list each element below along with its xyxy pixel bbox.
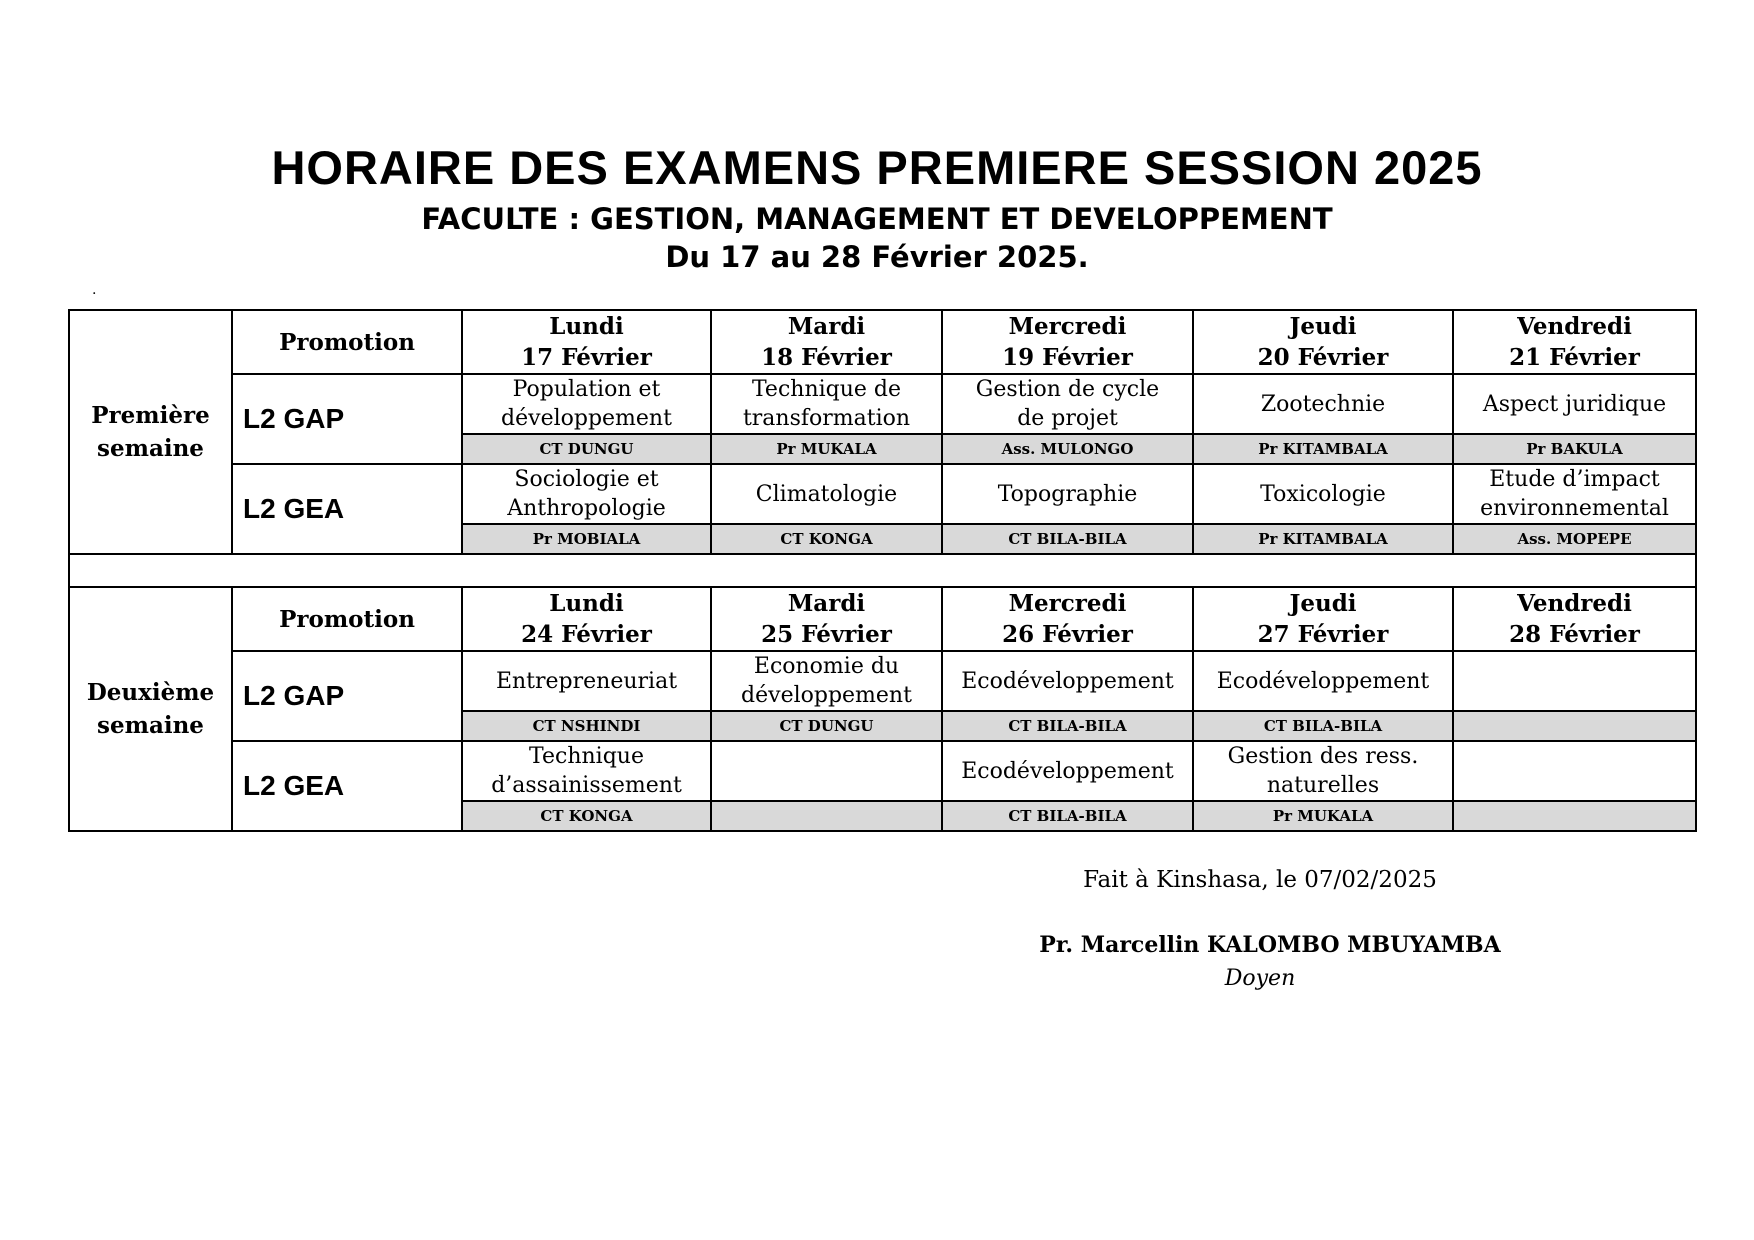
exam-subject-cell: [462, 374, 711, 434]
day-header: [711, 587, 942, 651]
exam-professor-cell: CT KONGA: [462, 801, 711, 831]
day-header: [462, 310, 711, 374]
day-name: Lundi: [549, 313, 624, 340]
week-header-row: [69, 587, 1696, 651]
exam-subject-line: développement: [501, 406, 672, 431]
promotion-level: L2 GAP: [232, 651, 462, 741]
promotion-level: L2 GEA: [232, 464, 462, 554]
week-label-line: Première: [91, 402, 210, 429]
exam-subject-cell: [1453, 741, 1696, 801]
exam-professor-cell: CT BILA-BILA: [942, 524, 1193, 554]
exam-professor-cell: Pr MUKALA: [1193, 801, 1453, 831]
day-header: [1453, 587, 1696, 651]
exam-subject-line: Economie du: [753, 654, 900, 679]
exam-subject-cell: [1453, 651, 1696, 711]
exam-professor-cell: Ass. MOPEPE: [1453, 524, 1696, 554]
exam-subject-line: Toxicologie: [1260, 481, 1386, 507]
faculty-subtitle: FACULTE : GESTION, MANAGEMENT ET DEVELOPPEMENT: [421, 202, 1333, 236]
exam-subject-line: transformation: [742, 406, 911, 431]
day-header: [711, 310, 942, 374]
place-date: Fait à Kinshasa, le 07/02/2025: [1083, 867, 1437, 893]
exam-subject-cell: [1193, 464, 1453, 524]
day-name: Mardi: [787, 313, 866, 340]
promotion-level: L2 GEA: [232, 741, 462, 831]
day-name: Lundi: [549, 590, 624, 617]
exam-subject-line: développement: [741, 683, 912, 708]
promotion-level: L2 GAP: [232, 374, 462, 464]
exam-subject-cell: [942, 741, 1193, 801]
day-name: Mercredi: [1008, 313, 1127, 340]
exam-subject-row: [69, 651, 1696, 711]
day-date: 21 Février: [1509, 344, 1640, 371]
exam-subject-cell: [942, 374, 1193, 434]
exam-subject-line: Sociologie et: [514, 467, 659, 492]
exam-subject-cell: [1453, 464, 1696, 524]
exam-professor-cell: Pr KITAMBALA: [1193, 434, 1453, 464]
day-date: 27 Février: [1257, 621, 1389, 648]
exam-subject-row: [69, 741, 1696, 801]
exam-subject-line: Technique: [529, 744, 644, 769]
exam-subject-line: Aspect juridique: [1482, 391, 1667, 417]
exam-professor-cell: [711, 801, 942, 831]
exam-subject-cell: [1193, 741, 1453, 801]
exam-professor-cell: CT DUNGU: [462, 434, 711, 464]
promotion-header: Promotion: [232, 310, 462, 374]
exam-subject-line: Etude d’impact: [1489, 467, 1660, 492]
day-date: 19 Février: [1002, 344, 1133, 371]
day-name: Jeudi: [1289, 313, 1357, 340]
exam-subject-cell: [462, 741, 711, 801]
exam-subject-line: Ecodéveloppement: [1216, 668, 1430, 694]
day-date: 26 Février: [1002, 621, 1133, 648]
day-header: [1193, 587, 1453, 651]
exam-subject-line: Anthropologie: [507, 496, 666, 521]
signer-role: Doyen: [1224, 966, 1296, 991]
exam-professor-cell: CT BILA-BILA: [942, 801, 1193, 831]
exam-subject-line: Topographie: [997, 481, 1138, 507]
exam-subject-line: Population et: [512, 377, 661, 402]
stray-dot: .: [92, 282, 97, 298]
exam-subject-cell: [1453, 374, 1696, 434]
day-name: Mardi: [787, 590, 866, 617]
exam-professor-cell: CT BILA-BILA: [1193, 711, 1453, 741]
exam-subject-line: Ecodéveloppement: [961, 758, 1174, 784]
exam-subject-row: [69, 374, 1696, 434]
document-title: HORAIRE DES EXAMENS PREMIERE SESSION 2025: [271, 141, 1483, 194]
day-name: Mercredi: [1008, 590, 1127, 617]
exam-subject-line: Zootechnie: [1260, 391, 1386, 417]
day-name: Jeudi: [1289, 590, 1357, 617]
exam-subject-row: [69, 464, 1696, 524]
exam-professor-cell: CT NSHINDI: [462, 711, 711, 741]
exam-professor-cell: [1453, 801, 1696, 831]
exam-professor-cell: Pr KITAMBALA: [1193, 524, 1453, 554]
exam-professor-cell: CT KONGA: [711, 524, 942, 554]
separator-cell: [69, 554, 1696, 587]
day-date: 20 Février: [1257, 344, 1389, 371]
day-header: [1193, 310, 1453, 374]
exam-schedule-table: [68, 309, 1697, 832]
exam-subject-line: Technique de: [751, 377, 902, 402]
week-header-row: [69, 310, 1696, 374]
exam-professor-cell: Pr MUKALA: [711, 434, 942, 464]
exam-subject-cell: [711, 651, 942, 711]
day-header: [942, 587, 1193, 651]
exam-subject-line: d’assainissement: [491, 773, 682, 798]
day-date: 25 Février: [761, 621, 892, 648]
exam-subject-line: Gestion des ress.: [1227, 744, 1419, 769]
exam-subject-line: Entrepreneuriat: [495, 668, 678, 694]
day-date: 24 Février: [521, 621, 652, 648]
day-date: 17 Février: [521, 344, 652, 371]
signer-name: Pr. Marcellin KALOMBO MBUYAMBA: [1039, 932, 1501, 958]
week-separator-row: [69, 554, 1696, 587]
week-label-line: Deuxième: [86, 679, 215, 706]
promotion-header: Promotion: [232, 587, 462, 651]
exam-subject-cell: [462, 651, 711, 711]
exam-subject-cell: [462, 464, 711, 524]
week-label: [69, 310, 232, 554]
exam-subject-line: environnemental: [1480, 496, 1669, 521]
exam-professor-cell: Pr MOBIALA: [462, 524, 711, 554]
exam-subject-line: de projet: [1017, 406, 1118, 431]
week-label-line: semaine: [97, 435, 204, 462]
exam-subject-cell: [711, 741, 942, 801]
exam-subject-line: naturelles: [1266, 773, 1380, 798]
day-header: [1453, 310, 1696, 374]
exam-professor-cell: Ass. MULONGO: [942, 434, 1193, 464]
day-header: [462, 587, 711, 651]
exam-subject-cell: [942, 651, 1193, 711]
exam-professor-cell: Pr BAKULA: [1453, 434, 1696, 464]
week-label-line: semaine: [97, 712, 204, 739]
exam-professor-cell: CT DUNGU: [711, 711, 942, 741]
day-name: Vendredi: [1517, 313, 1632, 340]
exam-subject-line: Climatologie: [755, 481, 898, 507]
day-header: [942, 310, 1193, 374]
exam-professor-cell: CT BILA-BILA: [942, 711, 1193, 741]
day-date: 28 Février: [1509, 621, 1640, 648]
exam-subject-line: Ecodéveloppement: [961, 668, 1174, 694]
exam-professor-cell: [1453, 711, 1696, 741]
exam-subject-cell: [1193, 374, 1453, 434]
exam-subject-cell: [1193, 651, 1453, 711]
exam-subject-cell: [942, 464, 1193, 524]
exam-subject-cell: [711, 374, 942, 434]
day-name: Vendredi: [1517, 590, 1632, 617]
day-date: 18 Février: [761, 344, 892, 371]
period-subtitle: Du 17 au 28 Février 2025.: [665, 240, 1089, 274]
exam-subject-cell: [711, 464, 942, 524]
exam-subject-line: Gestion de cycle: [975, 377, 1160, 402]
week-label: [69, 587, 232, 831]
